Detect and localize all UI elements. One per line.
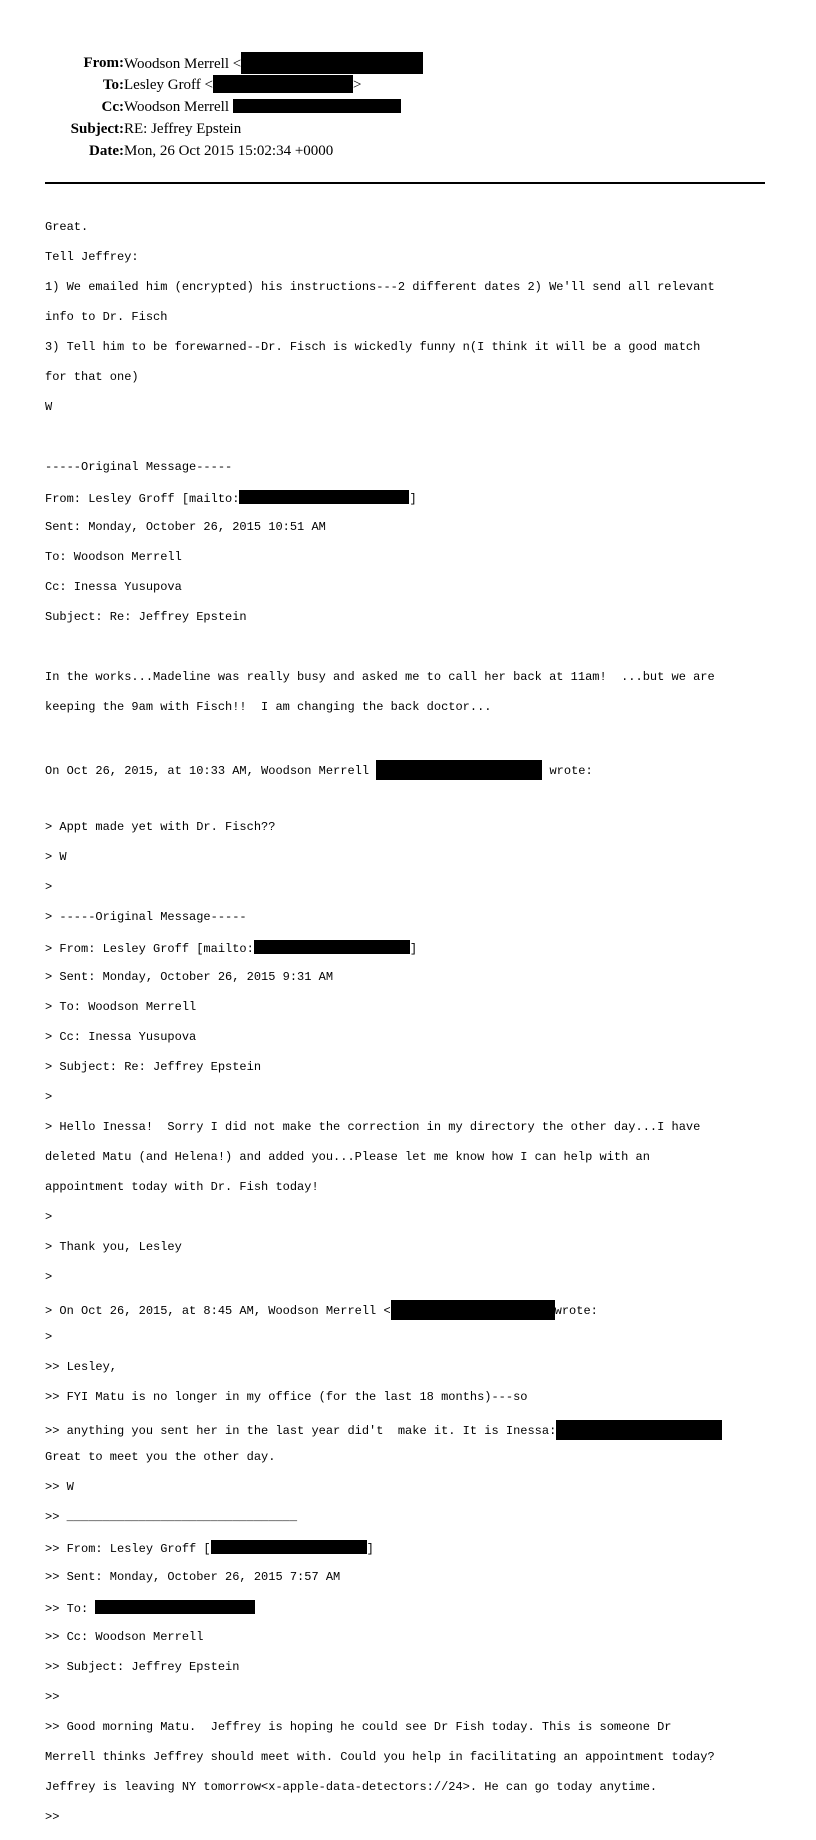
subject-label: Subject: [70,121,124,137]
body-line: >> Sent: Monday, October 26, 2015 7:57 AM [45,1570,341,1584]
to-value: Lesley Groff < > [124,77,362,93]
body-line: > [45,1330,53,1344]
to-row [0,74,816,96]
body-line: Great. [45,220,89,234]
body-line: Merrell thinks Jeffrey should meet with. Could you help in facilitating an appointment today? [45,1750,715,1764]
body-line: Subject: Re: Jeffrey Epstein [45,610,247,624]
body-line: > -----Original Message----- [45,910,247,924]
header-divider [45,182,765,184]
body-line: info to Dr. Fisch [45,310,168,324]
body-line: >> [45,1690,60,1704]
blank-line [45,730,805,745]
body-line: In the works...Madeline was really busy and asked me to call her back at 11am! ...but we are [45,670,715,684]
from-value: Woodson Merrell < [124,52,423,75]
body-line: deleted Matu (and Helena!) and added you...Please let me know how I can help with an [45,1150,650,1164]
redaction-block [254,940,410,954]
blank-line [45,430,805,445]
body-line: > To: Woodson Merrell [45,1000,197,1014]
body-line: > Thank you, Lesley [45,1240,182,1254]
redaction-block [213,75,353,93]
cc-label: Cc: [101,99,124,115]
body-line: >> [45,1810,60,1824]
body-line: >> Cc: Woodson Merrell [45,1630,204,1644]
body-line: appointment today with Dr. Fish today! [45,1180,319,1194]
body-line: > [45,1210,53,1224]
redaction-block [391,1300,555,1320]
body-line: > [45,880,53,894]
body-line: keeping the 9am with Fisch!! I am changing the back doctor... [45,700,492,714]
body-line: >> Good morning Matu. Jeffrey is hoping he could see Dr Fish today. This is someone Dr [45,1720,672,1734]
blank-line [45,790,805,805]
body-line: 1) We emailed him (encrypted) his instructions---2 different dates 2) We'll send all relevant [45,280,715,294]
body-line: From: Lesley Groff [mailto: ] [45,492,417,506]
cc-value: Woodson Merrell [124,96,401,118]
body-line: W [45,400,53,414]
redaction-block [241,52,423,74]
body-line: > Hello Inessa! Sorry I did not make the correction in my directory the other day...I have [45,1120,701,1134]
redaction-block [376,760,542,780]
body-line: Cc: Inessa Yusupova [45,580,182,594]
subject-row [0,118,816,140]
body-line: 3) Tell him to be forewarned--Dr. Fisch is wickedly funny n(I think it will be a good match [45,340,701,354]
body-line: >> ________________________________ [45,1510,298,1524]
email-body [45,205,805,1840]
body-line: > Subject: Re: Jeffrey Epstein [45,1060,262,1074]
body-line: To: Woodson Merrell [45,550,182,564]
date-label: Date: [89,143,124,159]
redaction-block [556,1420,722,1440]
body-line: > W [45,850,67,864]
date-value: Mon, 26 Oct 2015 15:02:34 +0000 [124,143,334,159]
body-line: for that one) [45,370,139,384]
body-line: > Appt made yet with Dr. Fisch?? [45,820,276,834]
redaction-block [95,1600,255,1614]
body-line: Tell Jeffrey: [45,250,139,264]
body-line: > Cc: Inessa Yusupova [45,1030,197,1044]
body-line: -----Original Message----- [45,460,233,474]
body-line: >> Subject: Jeffrey Epstein [45,1660,240,1674]
body-line: On Oct 26, 2015, at 10:33 AM, Woodson Merrell wrote: [45,760,805,775]
subject-value: RE: Jeffrey Epstein [124,121,242,137]
body-line: Jeffrey is leaving NY tomorrow<x-apple-data-detectors://24>. He can go today anytime. [45,1780,658,1794]
redaction-block [233,99,401,113]
from-label: From: [83,55,124,71]
body-line: >> FYI Matu is no longer in my office (for the last 18 months)---so [45,1390,528,1404]
body-line: >> To: [45,1600,805,1615]
body-line: > [45,1090,53,1104]
body-line: >> From: Lesley Groff [ ] [45,1542,374,1556]
redaction-block [211,1540,367,1554]
body-line: >> Lesley, [45,1360,118,1374]
redaction-block [239,490,409,504]
body-line: Great to meet you the other day. [45,1450,276,1464]
body-line: > Sent: Monday, October 26, 2015 9:31 AM [45,970,334,984]
from-row [0,52,816,74]
body-line: > From: Lesley Groff [mailto: ] [45,942,418,956]
blank-line [45,640,805,655]
body-line: > On Oct 26, 2015, at 8:45 AM, Woodson Merrell < wrote: [45,1300,805,1315]
cc-row [0,96,816,118]
date-row [0,140,816,162]
body-line: >> W [45,1480,74,1494]
to-label: To: [102,77,124,93]
body-line: >> anything you sent her in the last year did't make it. It is Inessa: [45,1420,805,1435]
body-line: > [45,1270,53,1284]
body-line: Sent: Monday, October 26, 2015 10:51 AM [45,520,326,534]
